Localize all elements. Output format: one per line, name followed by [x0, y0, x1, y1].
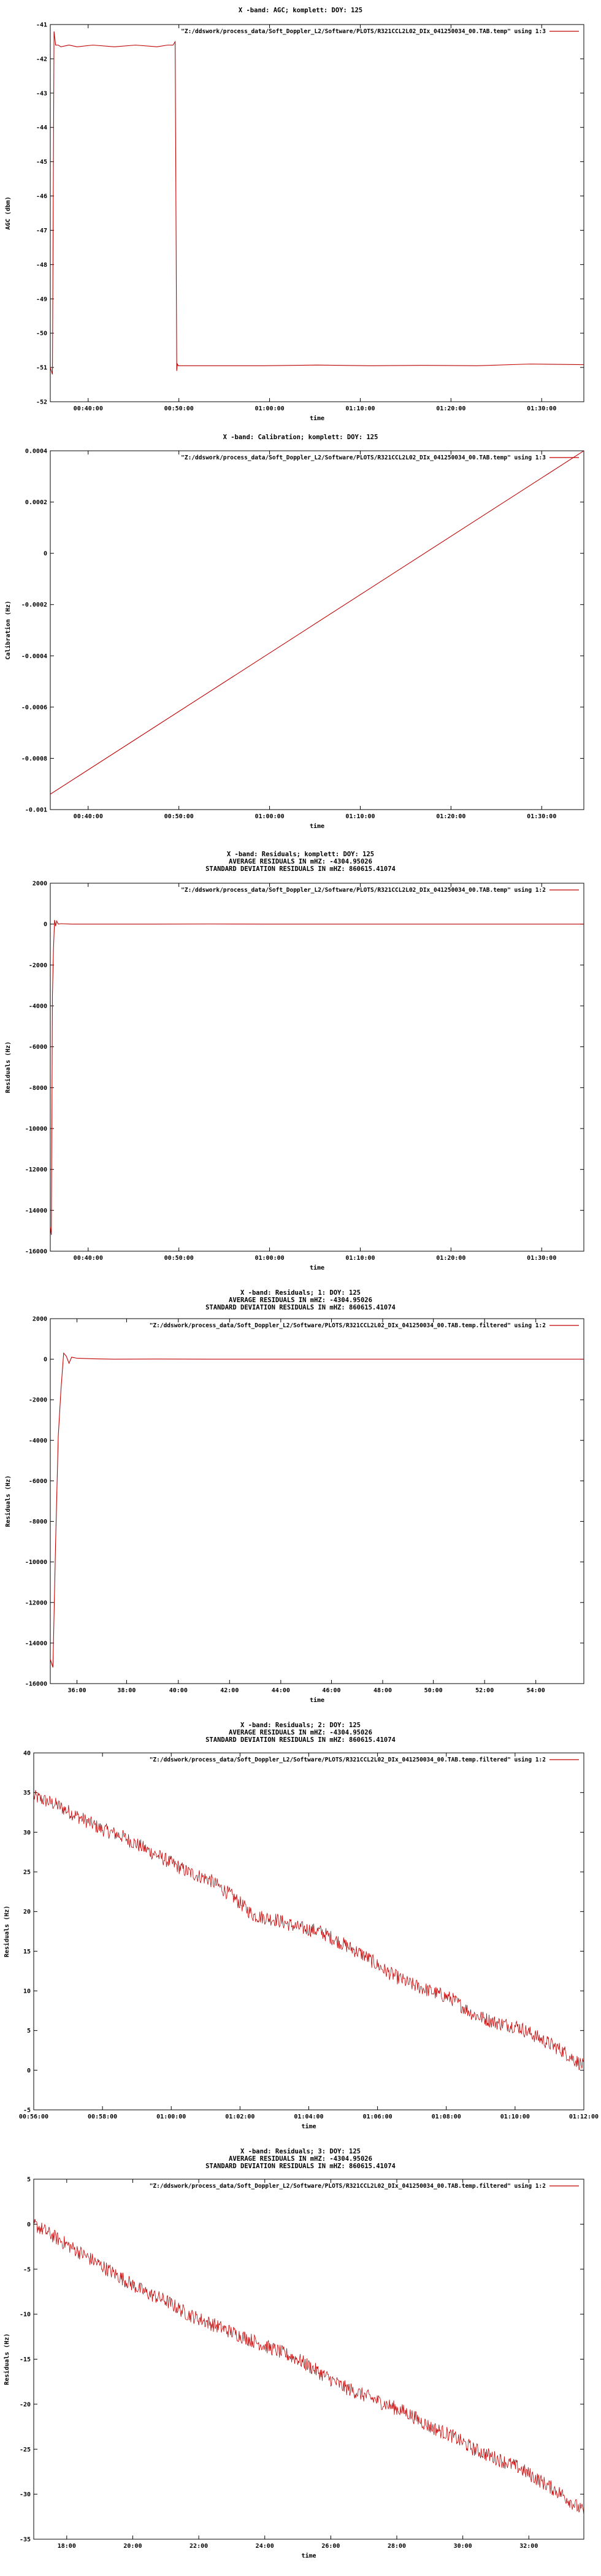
- series-line: [50, 1353, 584, 1667]
- y-tick-label: -10000: [25, 1125, 47, 1133]
- y-tick-label: -6000: [28, 1478, 47, 1485]
- y-tick-label: -4000: [28, 1437, 47, 1444]
- y-tick-label: -4000: [28, 1003, 47, 1010]
- y-tick-label: -43: [36, 90, 47, 98]
- y-tick-label: -44: [36, 125, 47, 132]
- y-tick-label: 0: [26, 2221, 31, 2228]
- y-tick-label: -6000: [28, 1044, 47, 1051]
- y-tick-label: 10: [23, 1988, 31, 1995]
- x-tick-label: 40:00: [169, 1687, 188, 1694]
- y-tick-label: -49: [36, 296, 47, 303]
- x-tick-label: 24:00: [255, 2543, 274, 2550]
- x-tick-label: 36:00: [67, 1687, 86, 1694]
- x-axis-label: time: [309, 823, 325, 830]
- x-tick-label: 01:10:00: [345, 813, 375, 820]
- y-tick-label: 2000: [32, 880, 47, 887]
- x-tick-label: 01:06:00: [362, 2114, 392, 2120]
- y-tick-label: -2000: [28, 962, 47, 969]
- y-tick-label: 20: [23, 1909, 31, 1916]
- x-tick-label: 01:10:00: [345, 405, 375, 412]
- series-line: [34, 2218, 584, 2516]
- x-tick-label: 01:10:00: [500, 2114, 530, 2120]
- y-tick-label: -0.001: [25, 807, 47, 814]
- y-tick-label: 40: [23, 1750, 31, 1757]
- y-tick-label: -52: [36, 399, 47, 406]
- x-axis-label: time: [301, 2553, 316, 2559]
- chart-title: X -band: Residuals; 2: DOY: 125: [240, 1722, 361, 1729]
- chart-6: [3, 2148, 584, 2559]
- chart-title: AVERAGE RESIDUALS IN mHZ: -4304.95026: [229, 1297, 372, 1304]
- chart-title: X -band: Calibration; komplett: DOY: 125: [223, 434, 378, 441]
- x-tick-label: 01:02:00: [225, 2114, 255, 2120]
- x-tick-label: 01:10:00: [345, 1255, 375, 1262]
- x-tick-label: 52:00: [475, 1687, 494, 1694]
- y-axis-label: Residuals (Hz): [4, 1905, 10, 1958]
- y-tick-label: -8000: [28, 1519, 47, 1526]
- x-tick-label: 28:00: [387, 2543, 407, 2550]
- y-tick-label: -0.0006: [21, 704, 47, 711]
- plot-frame: [50, 883, 584, 1251]
- x-axis-label: time: [309, 1697, 325, 1704]
- chart-title: X -band: AGC; komplett: DOY: 125: [238, 7, 363, 14]
- series-line: [50, 31, 584, 374]
- x-tick-label: 01:00:00: [255, 813, 285, 820]
- x-tick-label: 00:50:00: [164, 1255, 194, 1262]
- x-tick-label: 26:00: [321, 2543, 340, 2550]
- chart-5: [3, 1722, 599, 2130]
- chart-title: X -band: Residuals; 1: DOY: 125: [240, 1289, 361, 1297]
- y-tick-label: -51: [36, 364, 47, 372]
- x-tick-label: 01:20:00: [436, 1255, 466, 1262]
- x-tick-label: 48:00: [373, 1687, 392, 1694]
- series-line: [50, 451, 584, 794]
- x-tick-label: 54:00: [526, 1687, 545, 1694]
- y-tick-label: -20: [19, 2401, 31, 2409]
- x-tick-label: 01:30:00: [527, 405, 557, 412]
- y-tick-label: -8000: [28, 1084, 47, 1092]
- series-line: [34, 1790, 584, 2070]
- chart-title: STANDARD DEVIATION RESIDUALS IN mHZ: 860615.41074: [205, 1304, 396, 1311]
- y-tick-label: -10000: [25, 1559, 47, 1566]
- plot-frame: [50, 1319, 584, 1684]
- x-tick-label: 44:00: [271, 1687, 290, 1694]
- legend-label: "Z:/ddswork/process_data/Soft_Doppler_L2/Software/PLOTS/R321CCL2L02_DIx_041250034_00.TAB.temp.filtered" using 1:2: [149, 1757, 546, 1763]
- x-tick-label: 01:12:00: [568, 2114, 599, 2120]
- y-axis-label: Residuals (Hz): [5, 1475, 12, 1527]
- y-tick-label: 0: [43, 921, 47, 929]
- y-axis-label: Residuals (Hz): [4, 2333, 10, 2385]
- y-tick-label: 0: [26, 2067, 31, 2074]
- y-tick-label: -48: [36, 261, 47, 269]
- legend-label: "Z:/ddswork/process_data/Soft_Doppler_L2/Software/PLOTS/R321CCL2L02_DIx_041250034_00.TAB.temp" using 1:3: [181, 28, 546, 35]
- x-tick-label: 30:00: [453, 2543, 472, 2550]
- y-tick-label: -12000: [25, 1600, 47, 1607]
- y-tick-label: 5: [26, 2176, 31, 2183]
- y-tick-label: -14000: [25, 1640, 47, 1647]
- y-tick-label: -50: [36, 330, 47, 337]
- y-tick-label: -47: [36, 227, 47, 234]
- chart-title: STANDARD DEVIATION RESIDUALS IN mHZ: 860615.41074: [205, 1736, 396, 1744]
- x-tick-label: 22:00: [189, 2543, 209, 2550]
- x-tick-label: 00:50:00: [164, 813, 194, 820]
- x-axis-label: time: [301, 2123, 316, 2130]
- chart-title: X -band: Residuals; 3: DOY: 125: [240, 2148, 361, 2155]
- x-tick-label: 01:00:00: [255, 405, 285, 412]
- y-axis-label: Residuals (Hz): [5, 1041, 12, 1094]
- y-tick-label: 5: [26, 2028, 31, 2035]
- y-tick-label: 0: [43, 1356, 47, 1363]
- y-axis-label: AGC (dbm): [5, 196, 12, 230]
- chart-3: [4, 851, 584, 1271]
- y-tick-label: -41: [36, 21, 47, 29]
- y-tick-label: 35: [23, 1790, 31, 1797]
- x-tick-label: 20:00: [123, 2543, 142, 2550]
- y-tick-label: -46: [36, 193, 47, 201]
- x-tick-label: 01:20:00: [436, 405, 466, 412]
- x-tick-label: 01:30:00: [527, 813, 557, 820]
- y-axis-label: Calibration (Hz): [5, 600, 12, 660]
- legend-label: "Z:/ddswork/process_data/Soft_Doppler_L2/Software/PLOTS/R321CCL2L02_DIx_041250034_00.TAB.temp.filtered" using 1:2: [149, 2183, 546, 2190]
- y-tick-label: -42: [36, 56, 47, 63]
- legend-label: "Z:/ddswork/process_data/Soft_Doppler_L2/Software/PLOTS/R321CCL2L02_DIx_041250034_00.TAB.temp" using 1:2: [181, 887, 546, 894]
- y-tick-label: -0.0002: [21, 602, 47, 609]
- y-tick-label: 0.0002: [25, 499, 47, 507]
- y-tick-label: -0.0004: [21, 653, 47, 660]
- y-tick-label: -15: [19, 2356, 31, 2363]
- y-tick-label: -10: [19, 2311, 31, 2318]
- chart-title: X -band: Residuals; komplett: DOY: 125: [226, 851, 375, 858]
- x-tick-label: 01:20:00: [436, 813, 466, 820]
- x-tick-label: 38:00: [117, 1687, 136, 1694]
- x-tick-label: 00:40:00: [73, 813, 103, 820]
- chart-title: STANDARD DEVIATION RESIDUALS IN mHZ: 860615.41074: [205, 2163, 396, 2170]
- x-tick-label: 01:00:00: [156, 2114, 186, 2120]
- x-tick-label: 00:50:00: [164, 405, 194, 412]
- y-tick-label: -45: [36, 159, 47, 166]
- chart-4: [4, 1289, 584, 1704]
- y-tick-label: -35: [19, 2536, 31, 2543]
- x-tick-label: 01:04:00: [294, 2114, 324, 2120]
- x-tick-label: 00:58:00: [88, 2114, 118, 2120]
- x-tick-label: 50:00: [424, 1687, 443, 1694]
- y-tick-label: 30: [23, 1829, 31, 1836]
- x-tick-label: 01:00:00: [255, 1255, 285, 1262]
- chart-1: [5, 7, 584, 422]
- x-tick-label: 00:40:00: [73, 1255, 103, 1262]
- y-tick-label: 15: [23, 1948, 31, 1955]
- x-tick-label: 42:00: [220, 1687, 239, 1694]
- y-tick-label: 0: [43, 550, 47, 558]
- legend-label: "Z:/ddswork/process_data/Soft_Doppler_L2/Software/PLOTS/R321CCL2L02_DIx_041250034_00.TAB.temp.filtered" using 1:2: [149, 1322, 546, 1329]
- y-tick-label: -16000: [25, 1248, 47, 1255]
- x-tick-label: 01:08:00: [431, 2114, 461, 2120]
- legend-label: "Z:/ddswork/process_data/Soft_Doppler_L2/Software/PLOTS/R321CCL2L02_DIx_041250034_00.TAB.temp" using 1:3: [181, 454, 546, 461]
- plot-frame: [34, 2179, 584, 2539]
- y-tick-label: 0.0004: [25, 448, 47, 455]
- x-tick-label: 00:40:00: [73, 405, 103, 412]
- x-axis-label: time: [309, 415, 325, 422]
- chart-2: [4, 434, 584, 830]
- chart-title: AVERAGE RESIDUALS IN mHZ: -4304.95026: [229, 2155, 372, 2163]
- plot-frame: [50, 451, 584, 810]
- y-tick-label: -14000: [25, 1207, 47, 1214]
- y-tick-label: -25: [19, 2446, 31, 2453]
- y-tick-label: 2000: [32, 1316, 47, 1323]
- x-tick-label: 18:00: [57, 2543, 76, 2550]
- chart-title: AVERAGE RESIDUALS IN mHZ: -4304.95026: [229, 1729, 372, 1736]
- x-tick-label: 00:56:00: [18, 2114, 49, 2120]
- chart-title: AVERAGE RESIDUALS IN mHZ: -4304.95026: [229, 858, 372, 865]
- x-tick-label: 01:30:00: [527, 1255, 557, 1262]
- x-tick-label: 32:00: [519, 2543, 538, 2550]
- x-axis-label: time: [309, 1265, 325, 1271]
- y-tick-label: -30: [19, 2491, 31, 2499]
- y-tick-label: -0.0008: [21, 755, 47, 762]
- y-tick-label: -2000: [28, 1397, 47, 1404]
- y-tick-label: -12000: [25, 1167, 47, 1174]
- series-line: [50, 920, 584, 1235]
- chart-title: STANDARD DEVIATION RESIDUALS IN mHZ: 860615.41074: [205, 865, 396, 873]
- y-tick-label: -5: [23, 2266, 31, 2274]
- y-tick-label: -16000: [25, 1681, 47, 1688]
- plot-frame: [50, 25, 584, 402]
- y-tick-label: 25: [23, 1869, 31, 1876]
- y-tick-label: -5: [23, 2107, 31, 2114]
- x-tick-label: 46:00: [322, 1687, 341, 1694]
